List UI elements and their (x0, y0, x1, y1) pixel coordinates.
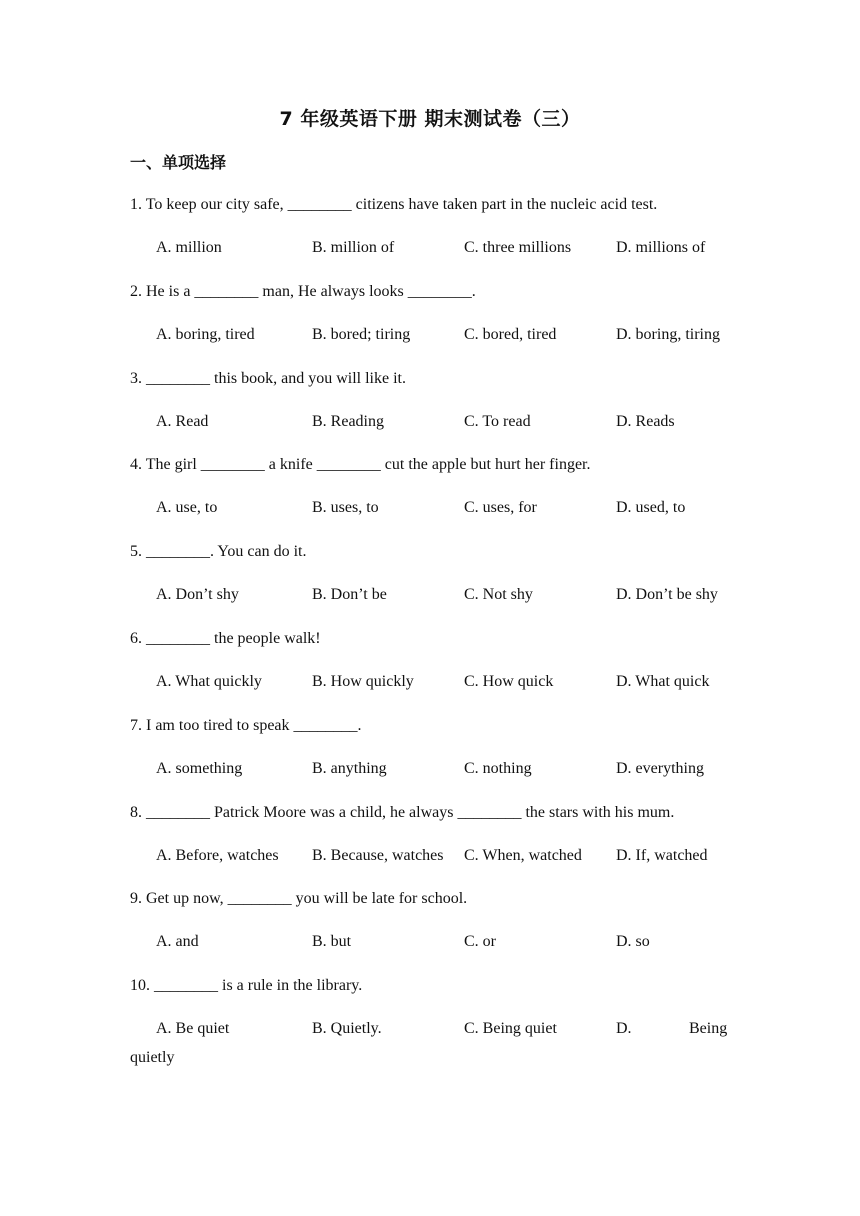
option-d: D. Reads (616, 412, 675, 430)
options-row (156, 844, 740, 868)
options-row (156, 323, 740, 347)
option-c: C. three millions (464, 239, 572, 256)
question-7 (130, 714, 740, 801)
option-c: C. Being quiet (464, 1020, 557, 1038)
question-stem: 8. ________ Patrick Moore was a child, he always ________ the stars with his mum. (130, 803, 675, 821)
option-c: C. nothing (464, 759, 532, 777)
option-d: D. millions of (616, 239, 706, 256)
option-b: B. Don’t be (312, 586, 387, 604)
option-d: D. If, watched (616, 846, 708, 864)
question-list (130, 193, 740, 1067)
question-6 (130, 627, 740, 714)
question-stem: 4. The girl ________ a knife ________ cut the apple but hurt her finger. (130, 456, 591, 474)
question-9 (130, 887, 740, 974)
option-c: C. uses, for (464, 499, 537, 517)
option-a: A. Before, watches (156, 846, 279, 864)
question-stem: 1. To keep our city safe, ________ citizens have taken part in the nucleic acid test. (130, 196, 658, 213)
option-b: B. bored; tiring (312, 325, 411, 343)
option-a: A. million (156, 239, 222, 256)
option-d: D. boring, tiring (616, 325, 720, 343)
question-stem: 5. ________. You can do it. (130, 543, 307, 561)
options-row (156, 757, 740, 781)
option-d: D. used, to (616, 499, 686, 517)
options-row (156, 496, 740, 520)
option-b: B. but (312, 933, 352, 951)
options-row (156, 410, 740, 434)
question-8 (130, 801, 740, 888)
option-a: A. and (156, 933, 199, 951)
page-title: 7 年级英语下册 期末测试卷（三） (279, 108, 581, 130)
option-b: B. anything (312, 759, 387, 777)
question-5 (130, 540, 740, 627)
options-row (156, 670, 740, 694)
option-c: C. Not shy (464, 586, 533, 604)
option-d: D. everything (616, 759, 704, 777)
option-d: D. Don’t be shy (616, 586, 718, 604)
option-b: B. Reading (312, 412, 384, 430)
question-stem: 3. ________ this book, and you will like it. (130, 369, 406, 387)
options-row (156, 930, 740, 954)
option-b: B. How quickly (312, 672, 414, 690)
option-c: C. When, watched (464, 846, 582, 864)
question-1 (130, 193, 740, 280)
option-b: B. Quietly. (312, 1020, 382, 1038)
question-4 (130, 453, 740, 540)
option-a: A. use, to (156, 499, 218, 517)
option-d-text: Being (689, 1020, 728, 1038)
option-b: B. million of (312, 239, 395, 256)
question-2 (130, 280, 740, 367)
options-row (156, 583, 740, 607)
option-a: A. What quickly (156, 672, 262, 690)
option-c: C. How quick (464, 672, 554, 690)
option-a: A. something (156, 759, 243, 777)
option-b: B. Because, watches (312, 846, 444, 864)
option-b: B. uses, to (312, 499, 379, 517)
question-3 (130, 367, 740, 454)
option-c: C. bored, tired (464, 325, 557, 343)
section-heading: 一、单项选择 (130, 153, 227, 172)
question-stem: 7. I am too tired to speak ________. (130, 716, 362, 734)
options-row (156, 1017, 740, 1041)
option-d: D. so (616, 933, 650, 951)
question-10 (130, 974, 740, 1067)
option-a: A. Don’t shy (156, 586, 239, 604)
option-d-wrapped-text: quietly (130, 1049, 175, 1067)
option-a: A. boring, tired (156, 325, 255, 343)
question-stem: 10. ________ is a rule in the library. (130, 977, 363, 995)
option-d: D. What quick (616, 672, 710, 690)
question-stem: 2. He is a ________ man, He always looks ________. (130, 282, 476, 300)
option-c: C. or (464, 933, 496, 951)
option-a: A. Be quiet (156, 1020, 230, 1038)
question-stem: 6. ________ the people walk! (130, 629, 321, 647)
option-a: A. Read (156, 412, 209, 430)
options-row (156, 236, 740, 260)
question-stem: 9. Get up now, ________ you will be late for school. (130, 890, 468, 908)
option-c: C. To read (464, 412, 531, 430)
option-d-letter: D. (616, 1020, 632, 1038)
